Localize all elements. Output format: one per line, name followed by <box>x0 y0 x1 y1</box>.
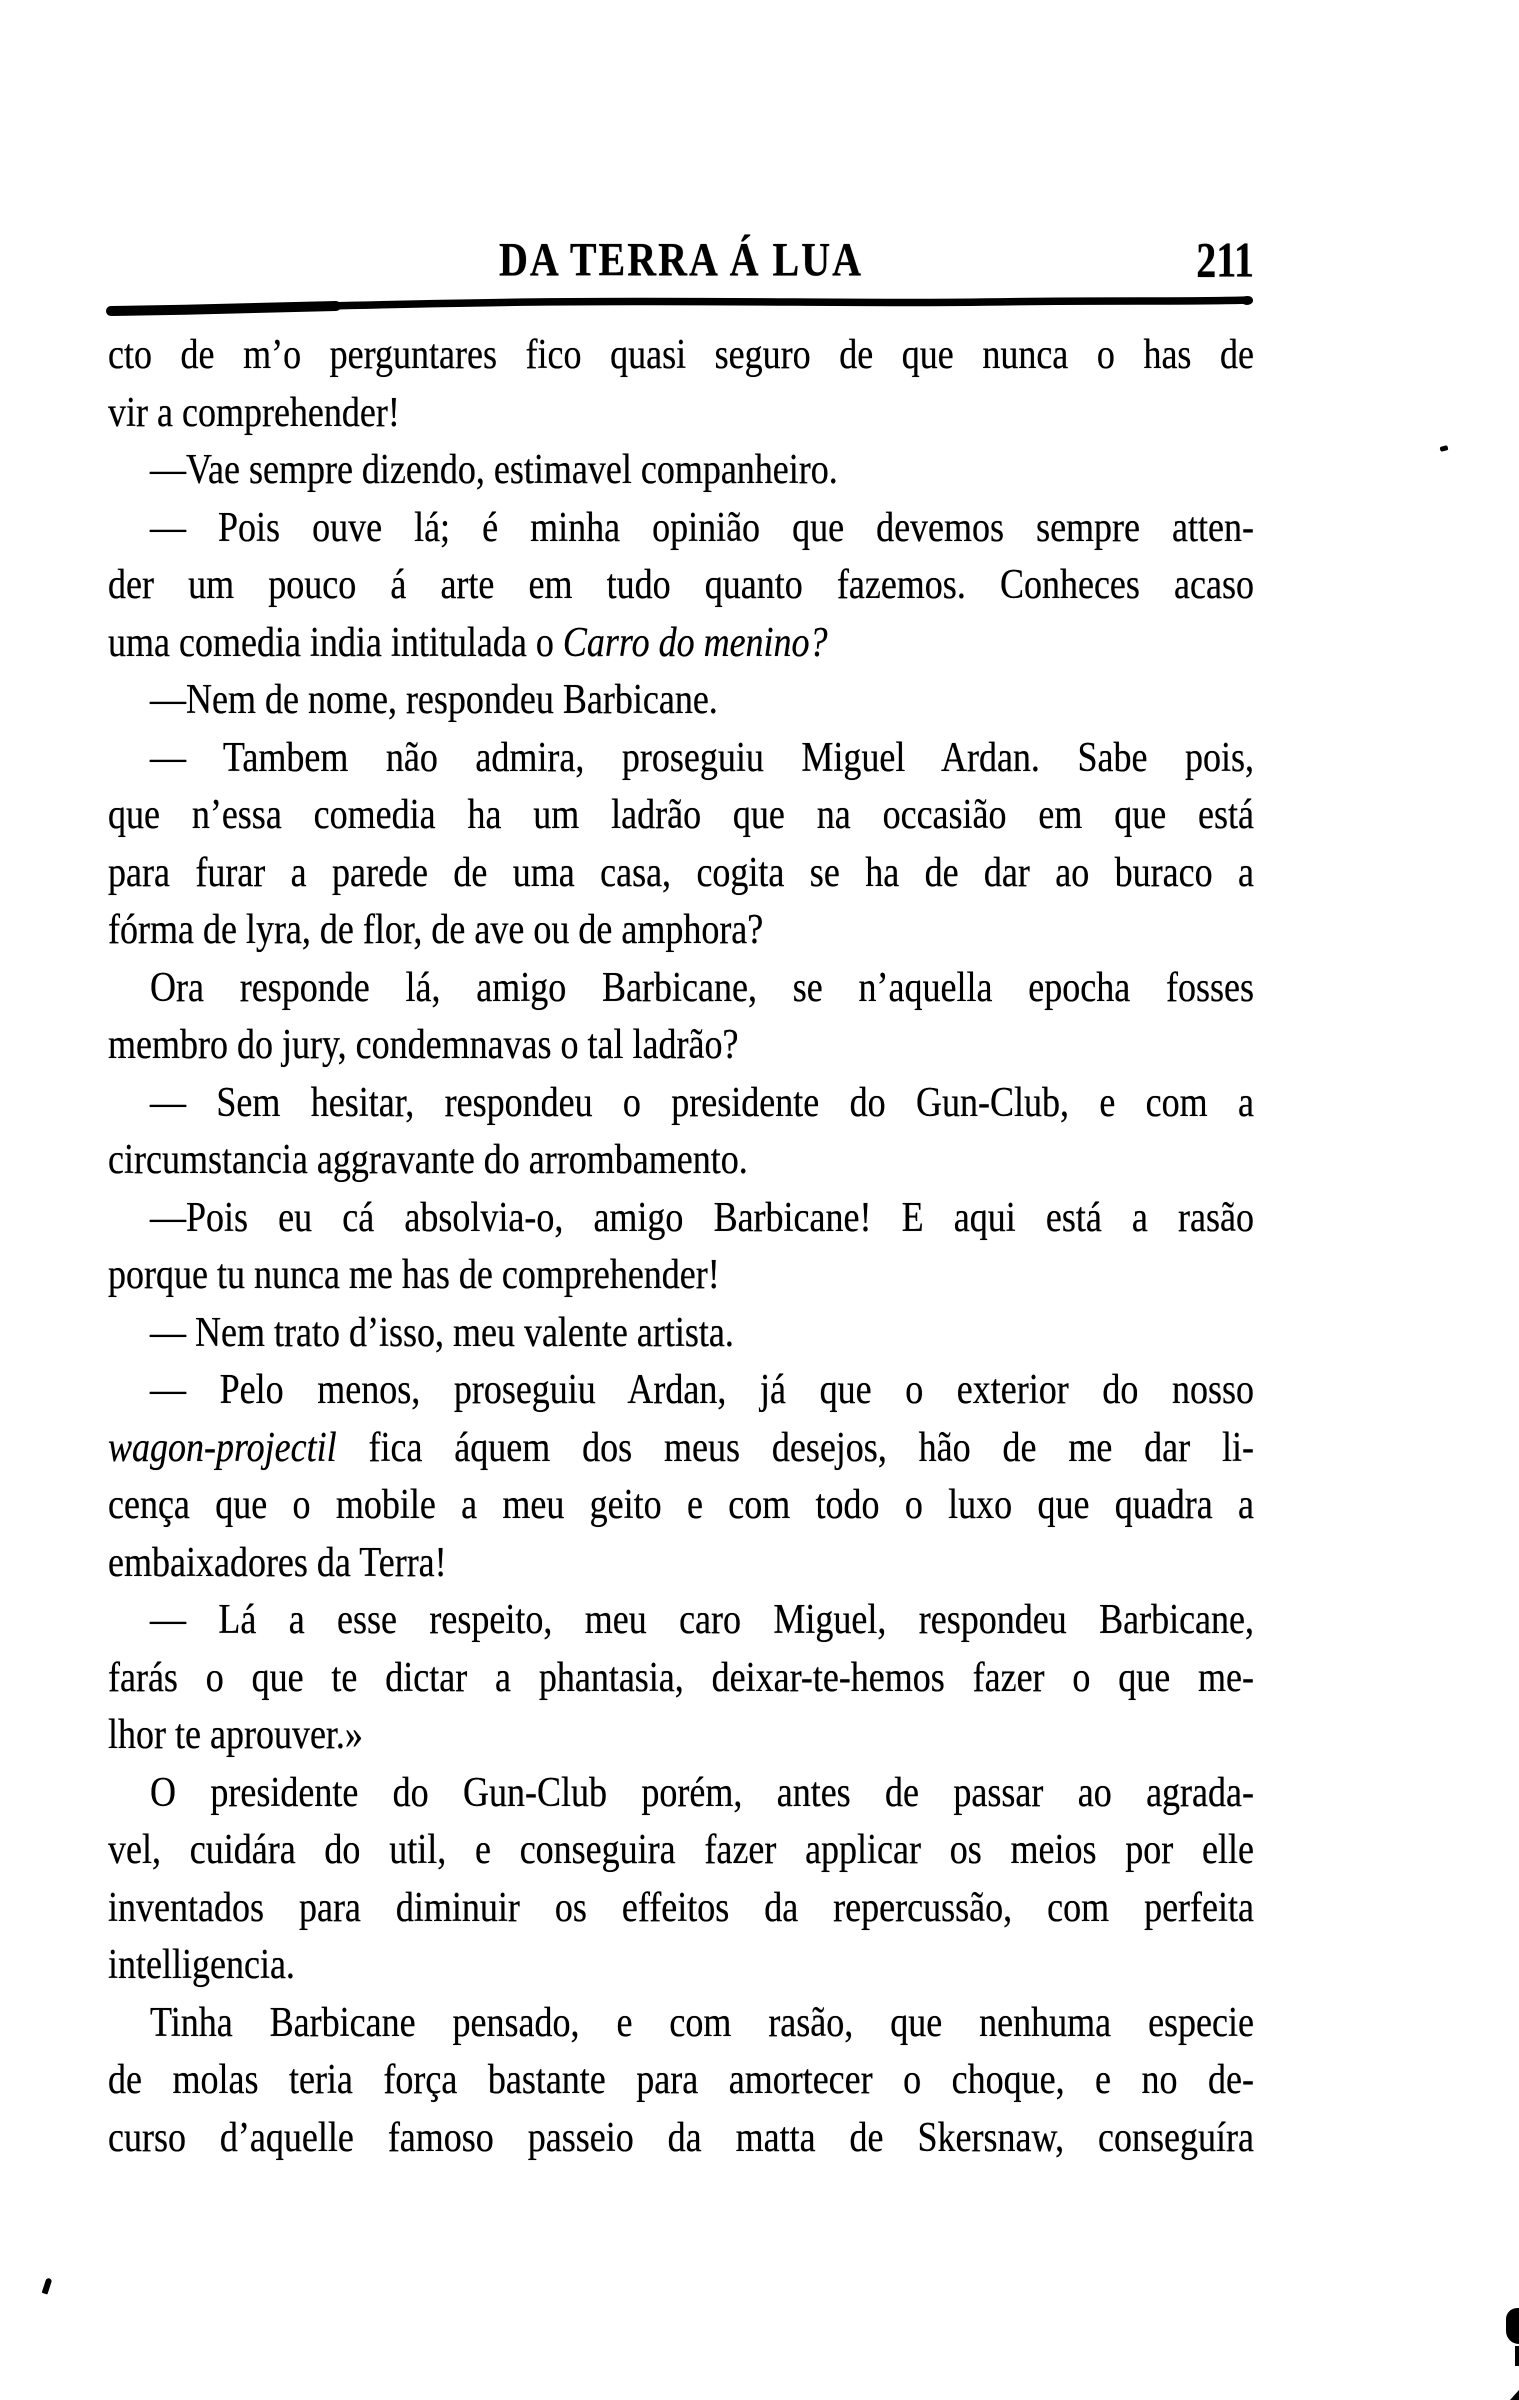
text-segment: farás o que te dictar a phantasia, deixar-te-hemos fazer o que me- <box>108 1652 1254 1700</box>
text-segment: — Lá a esse respeito, meu caro Miguel, respondeu Barbicane, <box>150 1595 1254 1643</box>
text-segment: lhor te aprouver.» <box>108 1710 363 1758</box>
text-segment: embaixadores da Terra! <box>108 1537 447 1585</box>
header-rule <box>106 294 1256 320</box>
text-segment: circumstancia aggravante do arrombamento. <box>108 1135 748 1183</box>
page-title: DA TERRA Á LUA <box>499 232 863 287</box>
page-number: 211 <box>1196 231 1254 288</box>
italic-text-segment: wagon-projectil <box>108 1422 337 1470</box>
text-segment: que n’essa comedia ha um ladrão que na occasião em que está <box>108 790 1254 838</box>
text-block <box>108 326 1254 2166</box>
ink-tick <box>42 2277 53 2294</box>
ink-speck <box>1439 445 1448 452</box>
text-segment: curso d’aquelle famoso passeio da matta de Skersnaw, conseguíra <box>108 2112 1254 2160</box>
running-header <box>108 231 1254 288</box>
text-segment: — Nem trato d’isso, meu valente artista. <box>150 1307 734 1355</box>
text-segment: uma comedia india intitulada o <box>108 617 563 665</box>
text-segment: vel, cuidára do util, e conseguira fazer applicar os meios por elle <box>108 1825 1254 1873</box>
text-segment: de molas teria força bastante para amortecer o choque, e no de- <box>108 2055 1254 2103</box>
text-segment: membro do jury, condemnavas o tal ladrão? <box>108 1020 739 1068</box>
text-segment: porque tu nunca me has de comprehender! <box>108 1250 720 1298</box>
text-segment: — Sem hesitar, respondeu o presidente do Gun-Club, e com a <box>150 1077 1254 1125</box>
text-segment: Tinha Barbicane pensado, e com rasão, que nenhuma especie <box>150 1997 1254 2045</box>
text-segment: O presidente do Gun-Club porém, antes de passar ao agrada- <box>150 1767 1254 1815</box>
text-segment: der um pouco á arte em tudo quanto fazemos. Conheces acaso <box>108 560 1254 608</box>
text-segment: —Nem de nome, respondeu Barbicane. <box>150 675 718 723</box>
text-segment: cto de m’o perguntares fico quasi seguro de que nunca o has de <box>108 330 1254 378</box>
ink-sliver <box>1515 2346 1519 2366</box>
text-segment: inventados para diminuir os effeitos da repercussão, com perfeita <box>108 1882 1254 1930</box>
ink-corner-mark <box>1510 2390 1519 2400</box>
text-segment: — Pois ouve lá; é minha opinião que devemos sempre atten- <box>150 502 1254 550</box>
text-segment: — Tambem não admira, proseguiu Miguel Ardan. Sabe pois, <box>150 732 1254 780</box>
ink-blob <box>1506 2308 1519 2344</box>
text-segment: fica áquem dos meus desejos, hão de me dar li- <box>336 1422 1254 1470</box>
text-segment: —Vae sempre dizendo, estimavel companheiro. <box>150 445 838 493</box>
text-segment: fórma de lyra, de flor, de ave ou de amphora? <box>108 905 764 953</box>
text-segment: Ora responde lá, amigo Barbicane, se n’aquella epocha fosses <box>150 962 1254 1010</box>
text-segment: vir a comprehender! <box>108 387 400 435</box>
text-segment: intelligencia. <box>108 1940 295 1988</box>
text-segment: —Pois eu cá absolvia-o, amigo Barbicane! E aqui está a rasão <box>150 1192 1254 1240</box>
italic-text-segment: Carro do menino? <box>562 617 828 665</box>
text-segment: — Pelo menos, proseguiu Ardan, já que o exterior do nosso <box>150 1365 1254 1413</box>
text-line <box>108 2103 1254 2171</box>
text-segment: para furar a parede de uma casa, cogita se ha de dar ao buraco a <box>108 847 1254 895</box>
text-segment: cença que o mobile a meu geito e com todo o luxo que quadra a <box>108 1480 1254 1528</box>
